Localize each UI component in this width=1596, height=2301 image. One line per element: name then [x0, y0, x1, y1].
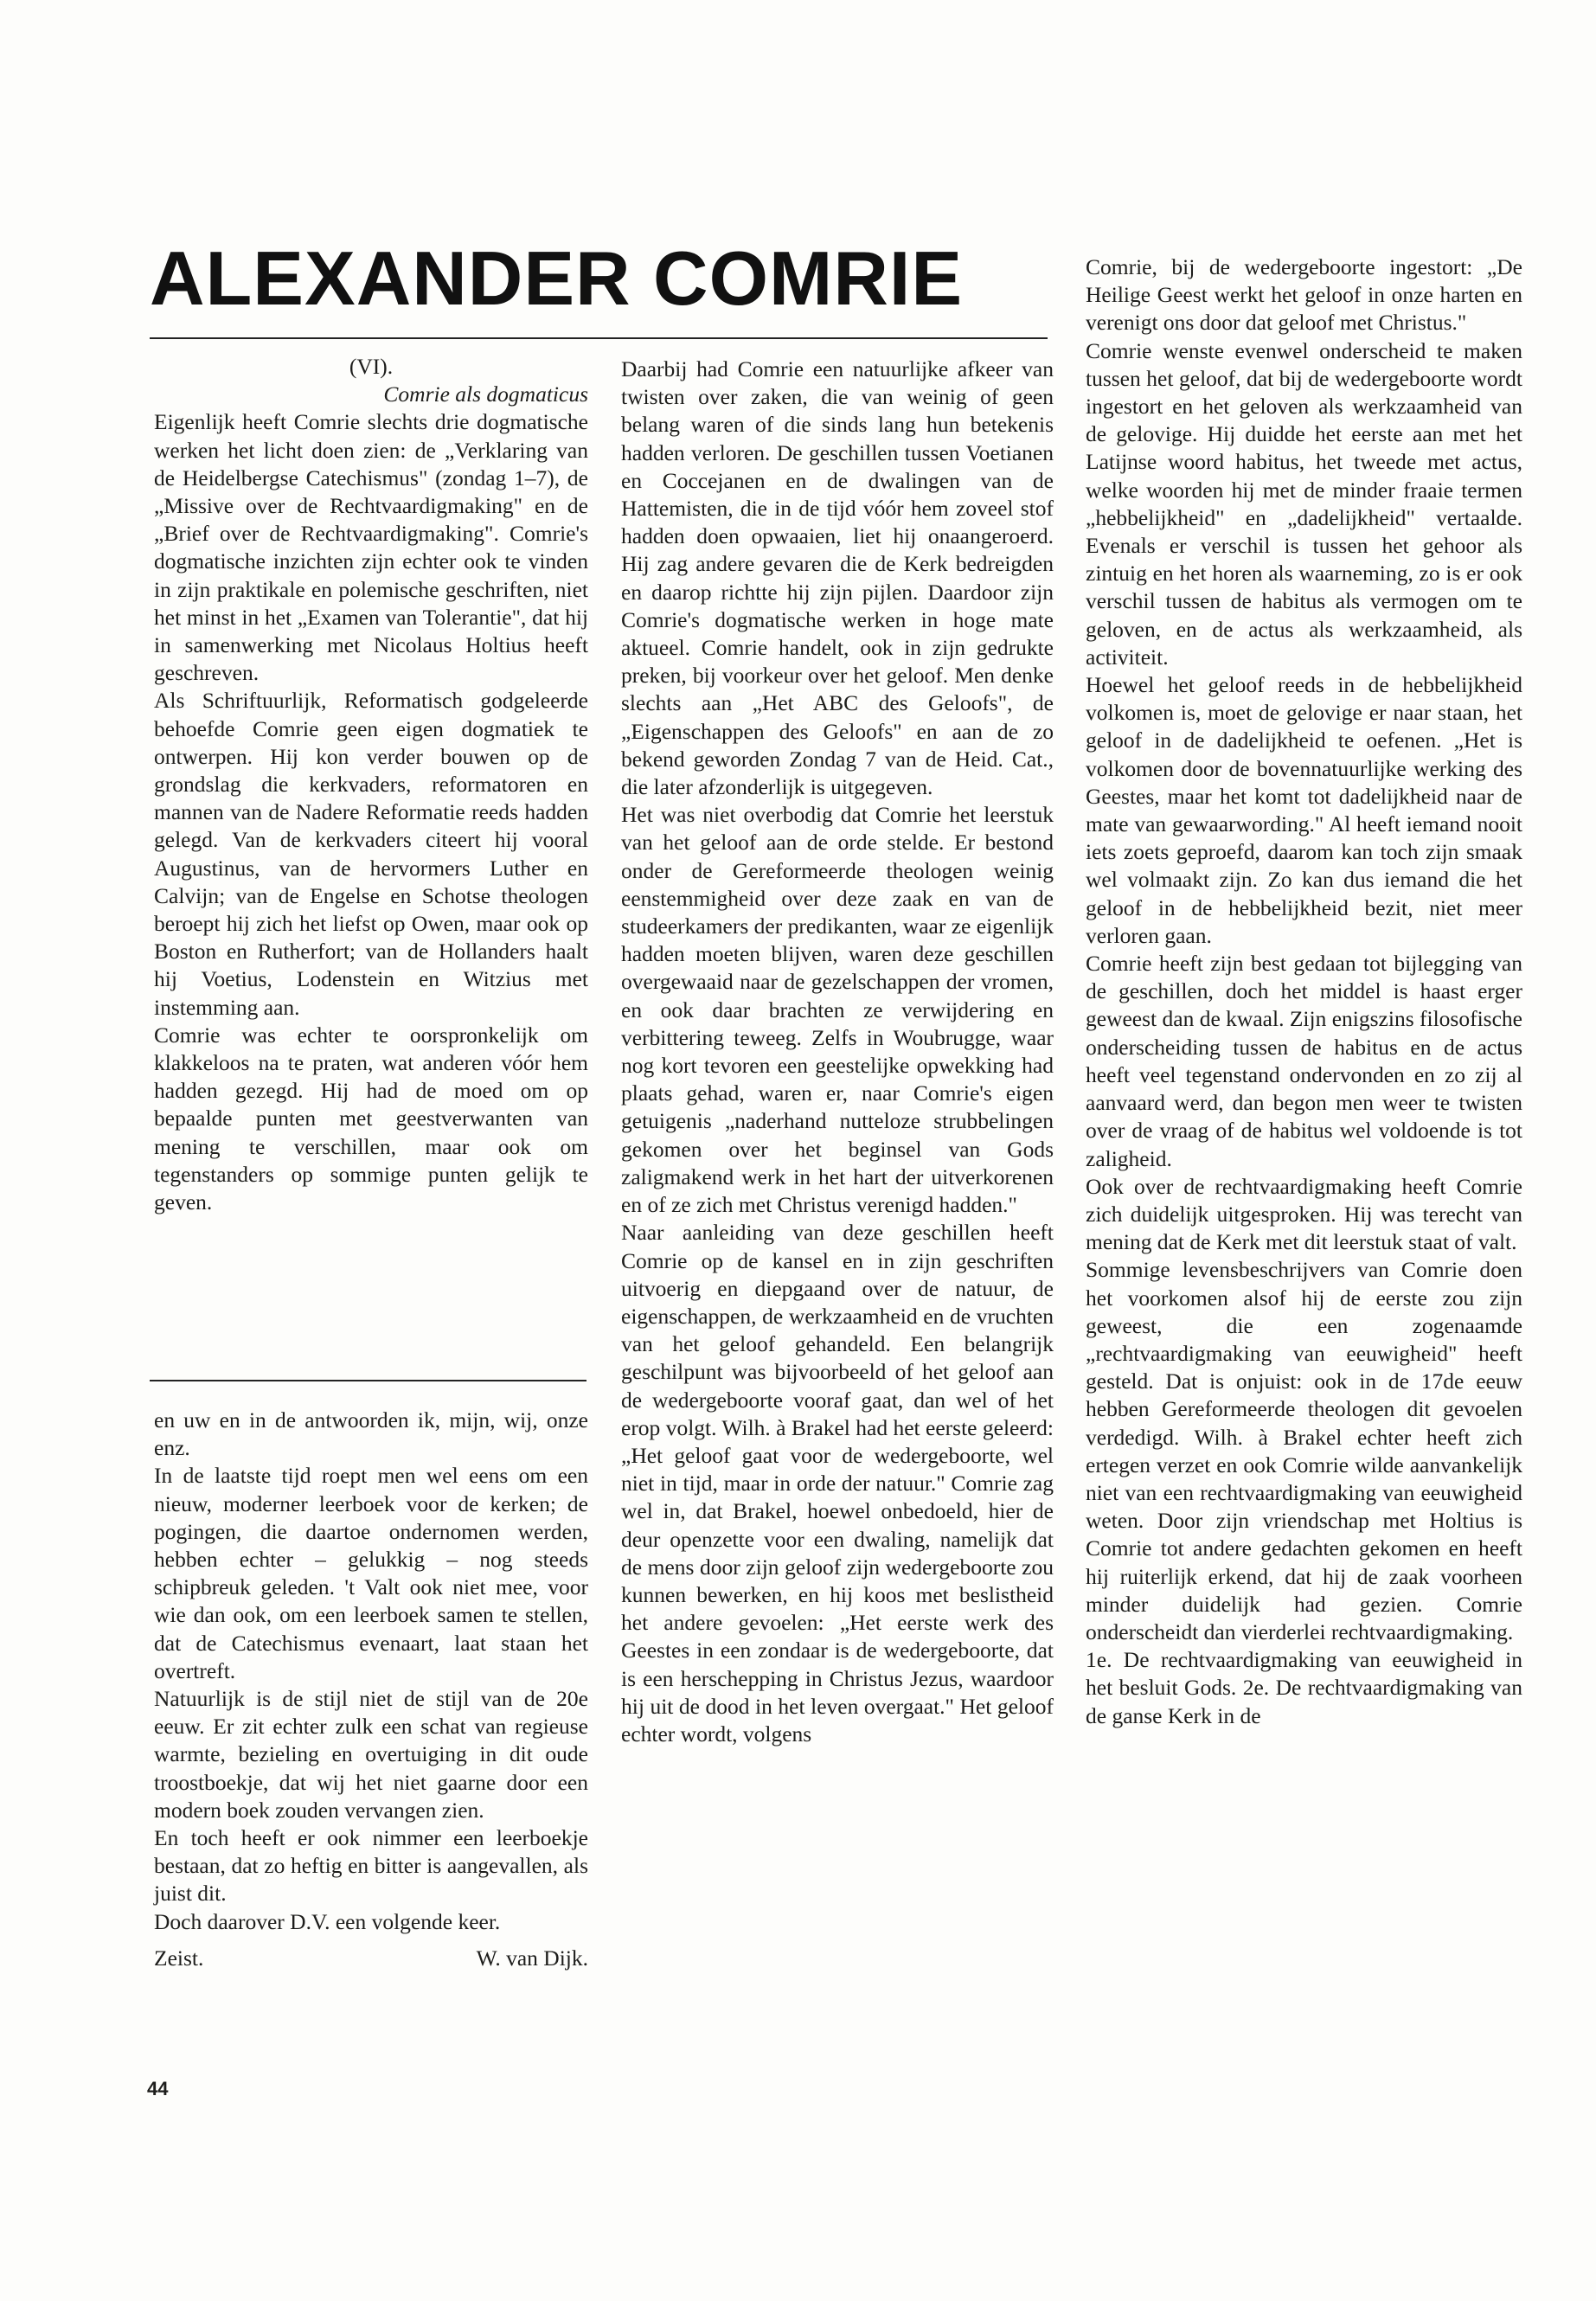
paragraph: Comrie wenste evenwel onderscheid te maken tussen het geloof, dat bij de wedergeboorte wordt ingestort en het geloven als werkzaamheid van de gelovige. Hij duidde het eerste aan met het Latijnse woord habitus, het tweede met actus, welke woorden hij met de minder fraaie termen „hebbelijkheid" en „dadelijkheid" vertaalde. Evenals er verschil is tussen het gehoor als zintuig en het horen als waarneming, zo is er ook verschil tussen de habitus als vermogen om te geloven, en de actus als werkzaamheid, als activiteit. [1086, 337, 1522, 670]
page-number: 44 [147, 2078, 169, 2099]
paragraph: En toch heeft er ook nimmer een leerboekje bestaan, dat zo heftig en bitter is aangevallen, als juist dit. [154, 1825, 588, 1907]
column-3 [1086, 253, 1522, 1730]
paragraph: Sommige levensbeschrijvers van Comrie doen het voorkomen alsof hij de eerste zou zijn geweest, die een zogenaamde „rechtvaardigmaking van eeuwigheid" heeft gesteld. Dat is onjuist: ook in de 17de eeuw hebben Gereformeerde theologen dit gevoelen verdedigd. Wilh. à Brakel echter heeft zich ertegen verzet en ook Comrie wilde aanvankelijk niet van een rechtvaardigmaking van eeuwigheid weten. Door zijn vriendschap met Holtius is Comrie tot andere gedachten gekomen en heeft hij ruiterlijk erkend, dat hij de zaak voorheen minder duidelijk had gezien. Comrie onderscheidt dan vierderlei rechtvaardigmaking. [1086, 1257, 1522, 1644]
article-title: ALEXANDER COMRIE [150, 235, 964, 321]
paragraph: 1e. De rechtvaardigmaking van eeuwigheid in het besluit Gods. 2e. De rechtvaardigmaking van de ganse Kerk in de [1086, 1647, 1522, 1728]
paragraph: Comrie, bij de wedergeboorte ingestort: „De Heilige Geest werkt het geloof in onze harten en verenigt ons door dat geloof met Christus." [1086, 254, 1522, 336]
paragraph: en uw en in de antwoorden ik, mijn, wij, onze enz. [154, 1407, 588, 1461]
paragraph: In de laatste tijd roept men wel eens om een nieuw, moderner leerboek voor de kerken; de pogingen, die daartoe ondernomen werden, hebben echter – gelukkig – nog steeds schipbreuk geleden. 't Valt ook niet mee, voor wie dan ook, om een leerboek samen te stellen, dat de Catechismus evenaart, laat staan het overtreft. [154, 1463, 588, 1683]
paragraph: Hoewel het geloof reeds in de hebbelijkheid volkomen is, moet de gelovige er naar staan, het geloof in de dadelijkheid te oefenen. „Het is volkomen door de bovennatuurlijke werking des Geestes, maar het komt tot dadelijkheid naar de mate van gewaarwording." Al heeft iemand nooit iets zoets geproefd, daarom kan toch zijn smaak wel volmaakt zijn. Zo kan dus iemand die het geloof in de hebbelijkheid bezit, niet meer verloren gaan. [1086, 672, 1522, 948]
section-divider [150, 1380, 586, 1381]
column-1 [154, 342, 588, 1216]
signature-author: W. van Dijk. [476, 1945, 588, 1971]
article-subtitle: Comrie als dogmaticus [383, 381, 588, 407]
paragraph: Comrie heeft zijn best gedaan tot bijlegging van de geschillen, doch het middel is haast erger geweest dan de kwaal. Zijn enigszins filosofische onderscheiding tussen de habitus en de actus heeft veel tegenstand ondervonden en zo zij al aanvaard werd, dan begon men weer te twisten over de vraag of de habitus wel voldoende is tot zaligheid. [1086, 951, 1522, 1171]
paragraph: Als Schriftuurlijk, Reformatisch godgeleerde behoefde Comrie geen eigen dogmatiek te ontwerpen. Hij kon verder bouwen op de grondslag die kerkvaders, reformatoren en mannen van de Nadere Reformatie reeds hadden gelegd. Van de kerkvaders citeert hij vooral Augustinus, van de hervormers Luther en Calvijn; van de Engelse en Schotse theologen beroept hij zich het liefst op Owen, maar ook op Boston en Rutherfort; van de Hollanders haalt hij Voetius, Lodenstein en Witzius met instemming aan. [154, 688, 588, 1020]
title-rule [150, 337, 1048, 339]
paragraph: Comrie was echter te oorspronkelijk om klakkeloos na te praten, wat anderen vóór hem hadden gezegd. Hij had de moed om op bepaalde punten met geestverwanten van mening te verschillen, maar ook om tegenstanders op sommige punten gelijk te geven. [154, 1022, 588, 1215]
paragraph: Natuurlijk is de stijl niet de stijl van de 20e eeuw. Er zit echter zulk een schat van regieuse warmte, bezieling en overtuiging in dit oude troostboekje, dat wij het niet gaarne door een modern boek zouden vervangen zien. [154, 1686, 588, 1823]
paragraph: Naar aanleiding van deze geschillen heeft Comrie op de kansel en in zijn geschriften uitvoerig en diepgaand over de natuur, de eigenschappen, de werkzaamheid en de vruchten van het geloof gehandeld. Een belangrijk geschilpunt was bijvoorbeeld of het geloof aan de wedergeboorte vooraf gaat, dan wel of het erop volgt. Wilh. à Brakel had het eerste geleerd: „Het geloof gaat voor de wedergeboorte, wel niet in tijd, maar in orde der natuur." Comrie zag wel in, dat Brakel, hoewel onbedoeld, hier de deur openzette voor een dwaling, namelijk dat de mens door zijn geloof zijn wedergeboorte zou kunnen bewerken, en hij koos met beslistheid het andere gevoelen: „Het eerste werk des Geestes in een zondaar is de wedergeboorte, dat is een herschepping in Christus Jezus, waardoor hij uit de dood in het leven overgaat." Het geloof echter wordt, volgens [621, 1220, 1054, 1747]
signature [154, 1945, 588, 1972]
paragraph: Het was niet overbodig dat Comrie het leerstuk van het geloof aan de orde stelde. Er bestond onder de Gereformeerde theologen weinig eenstemmigheid over deze zaak en van de studeerkamers der predikanten, waar ze eigenlijk hadden moeten blijven, waren deze geschillen overgewaaid naar de gezelschappen der vromen, en ook daar brachten ze verwijdering en verbittering teweeg. Zelfs in Woubrugge, waar nog kort tevoren een geestelijke opwekking had plaats gehad, waren er, naar Comrie's eigen getuigenis „naderhand nutteloze strubbelingen gekomen over het beginsel van Gods zaligmakend werk in het hart der uitverkorenen en of ze zich met Christus verenigd hadden." [621, 802, 1054, 1218]
paragraph: Daarbij had Comrie een natuurlijke afkeer van twisten over zaken, die van weinig of geen belang waren of die sinds lang hun betekenis hadden verloren. De geschillen tussen Voetianen en Coccejanen en de dwalingen van de Hattemisten, die in de tijd vóór hem zoveel stof hadden doen opwaaien, liet hij onaangeroerd. Hij zag andere gevaren die de Kerk bedreigden en daarop richtte hij zijn pijlen. Daardoor zijn Comrie's dogmatische werken in hoge mate aktueel. Comrie handelt, ook in zijn gedrukte preken, bij voorkeur over het geloof. Men denke slechts aan „Het ABC des Geloofs", de „Eigenschappen des Geloofs" en aan de zo bekend geworden Zondag 7 van de Heid. Cat., die later afzonderlijk is uitgegeven. [621, 356, 1054, 800]
paragraph: Doch daarover D.V. een volgende keer. [154, 1908, 501, 1934]
signature-place: Zeist. [154, 1945, 204, 1971]
paragraph: Eigenlijk heeft Comrie slechts drie dogmatische werken het licht doen zien: de „Verklaring van de Heidelbergse Catechismus" (zondag 1–7), de „Missive over de Rechtvaardigmaking" en de „Brief over de Rechtvaardigmaking". Comrie's dogmatische inzichten zijn echter ook te vinden in zijn praktikale en polemische geschriften, niet het minst in het „Examen van Tolerantie", dat hij in samenwerking met Nicolaus Holtius heeft geschreven. [154, 409, 588, 686]
column-1-lower [154, 1407, 588, 1972]
series-number: (VI). [349, 354, 394, 379]
column-2 [621, 356, 1054, 1748]
paragraph: Ook over de rechtvaardigmaking heeft Comrie zich duidelijk uitgesproken. Hij was terecht van mening dat de Kerk met dit leerstuk staat of valt. [1086, 1173, 1522, 1255]
